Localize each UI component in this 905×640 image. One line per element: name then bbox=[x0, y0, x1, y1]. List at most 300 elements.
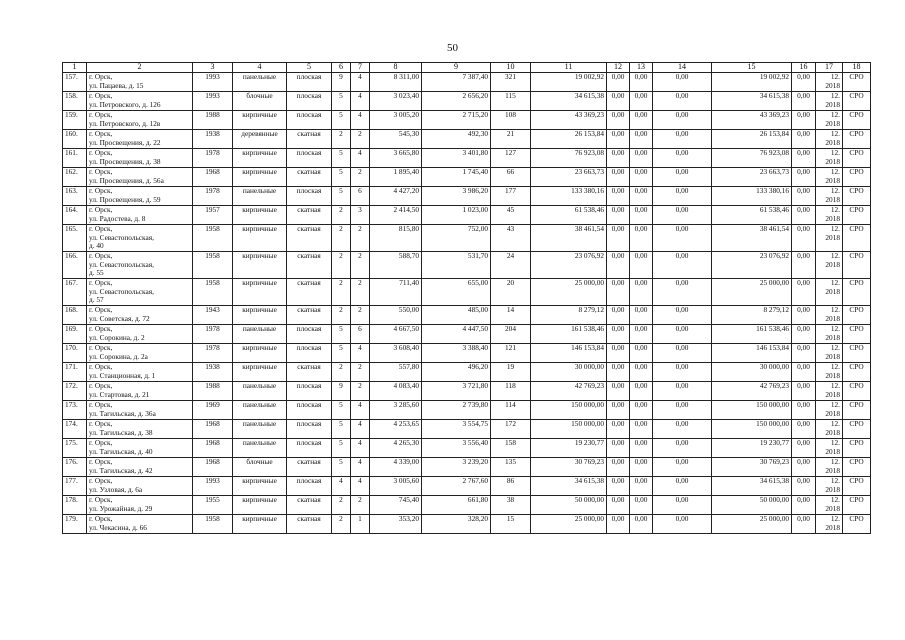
cost-col-15-cell: 19 002,92 bbox=[712, 73, 792, 92]
roof-type-cell: плоская bbox=[287, 187, 332, 206]
entrances-cell: 6 bbox=[351, 325, 370, 344]
floors-cell: 2 bbox=[332, 130, 351, 149]
address-line: ул. Узловая, д. 6а bbox=[89, 484, 143, 494]
row-number-cell: 160. bbox=[63, 130, 87, 149]
cost-col-16-cell: 0,00 bbox=[792, 92, 816, 111]
cost-col-13-cell: 0,00 bbox=[630, 363, 653, 382]
cost-col-12-cell: 0,00 bbox=[607, 306, 630, 325]
column-number-1: 1 bbox=[63, 63, 87, 73]
cost-col-15-cell: 30 769,23 bbox=[712, 458, 792, 477]
cost-col-15-cell: 146 153,84 bbox=[712, 344, 792, 363]
cost-col-13-cell: 0,00 bbox=[630, 306, 653, 325]
cost-col-13-cell: 0,00 bbox=[630, 92, 653, 111]
living-area-cell: 7 387,40 bbox=[422, 73, 491, 92]
cost-col-14-cell: 0,00 bbox=[653, 325, 712, 344]
column-number-row bbox=[63, 63, 871, 73]
column-number-11: 11 bbox=[531, 63, 607, 73]
entrances-cell: 4 bbox=[351, 73, 370, 92]
completion-date-cell bbox=[816, 206, 843, 225]
year-built-cell: 1968 bbox=[193, 420, 233, 439]
cost-col-15-cell: 25 000,00 bbox=[712, 515, 792, 534]
column-number-7: 7 bbox=[351, 63, 370, 73]
funding-source-cell: СРО bbox=[843, 344, 871, 363]
floors-cell: 5 bbox=[332, 401, 351, 420]
cost-col-12-cell: 0,00 bbox=[607, 92, 630, 111]
living-area-cell: 3 388,40 bbox=[422, 344, 491, 363]
funding-source-cell: СРО bbox=[843, 279, 871, 306]
cost-col-13-cell: 0,00 bbox=[630, 130, 653, 149]
residents-cell: 66 bbox=[491, 168, 531, 187]
address-line: ул. Тагильская, д. 36а bbox=[89, 408, 156, 418]
address-line: г. Орск, bbox=[89, 305, 113, 314]
completion-date-line: 12. bbox=[830, 476, 840, 485]
address-cell bbox=[87, 458, 193, 477]
cost-col-14-cell: 0,00 bbox=[653, 515, 712, 534]
wall-material-cell: кирпичные bbox=[233, 168, 287, 187]
cost-col-12-cell: 0,00 bbox=[607, 73, 630, 92]
cost-col-15-cell: 23 076,92 bbox=[712, 252, 792, 279]
address-cell bbox=[87, 477, 193, 496]
completion-date-cell bbox=[816, 439, 843, 458]
living-area-cell: 485,00 bbox=[422, 306, 491, 325]
total-area-cell: 4 253,65 bbox=[370, 420, 422, 439]
address-line: ул. Пацаева, д. 15 bbox=[89, 80, 144, 90]
wall-material-cell: панельные bbox=[233, 325, 287, 344]
completion-date-cell bbox=[816, 363, 843, 382]
address-line: г. Орск, bbox=[89, 362, 113, 371]
completion-date-line: 12. bbox=[830, 186, 840, 195]
address-line: г. Орск, bbox=[89, 72, 113, 81]
address-line: ул. Севастопольская, bbox=[89, 286, 154, 296]
living-area-cell: 2 656,20 bbox=[422, 92, 491, 111]
table-row bbox=[63, 420, 871, 439]
total-cost-cell: 25 000,00 bbox=[531, 279, 607, 306]
total-area-cell: 711,40 bbox=[370, 279, 422, 306]
entrances-cell: 2 bbox=[351, 279, 370, 306]
address-cell bbox=[87, 344, 193, 363]
cost-col-14-cell: 0,00 bbox=[653, 130, 712, 149]
residents-cell: 121 bbox=[491, 344, 531, 363]
column-number-8: 8 bbox=[370, 63, 422, 73]
total-cost-cell: 30 000,00 bbox=[531, 363, 607, 382]
address-line: ул. Петровского, д. 126 bbox=[89, 99, 161, 109]
cost-col-12-cell: 0,00 bbox=[607, 225, 630, 252]
completion-date-line: 2018 bbox=[825, 465, 840, 475]
funding-source-cell: СРО bbox=[843, 306, 871, 325]
floors-cell: 5 bbox=[332, 439, 351, 458]
floors-cell: 5 bbox=[332, 458, 351, 477]
cost-col-12-cell: 0,00 bbox=[607, 515, 630, 534]
total-cost-cell: 43 369,23 bbox=[531, 111, 607, 130]
entrances-cell: 4 bbox=[351, 149, 370, 168]
total-area-cell: 588,70 bbox=[370, 252, 422, 279]
cost-col-16-cell: 0,00 bbox=[792, 439, 816, 458]
completion-date-line: 12. bbox=[830, 278, 840, 287]
wall-material-cell: панельные bbox=[233, 187, 287, 206]
funding-source-cell: СРО bbox=[843, 187, 871, 206]
cost-col-13-cell: 0,00 bbox=[630, 458, 653, 477]
total-area-cell: 3 005,20 bbox=[370, 111, 422, 130]
funding-source-cell: СРО bbox=[843, 325, 871, 344]
completion-date-line: 2018 bbox=[825, 427, 840, 437]
living-area-cell: 328,20 bbox=[422, 515, 491, 534]
table-row bbox=[63, 187, 871, 206]
wall-material-cell: кирпичные bbox=[233, 252, 287, 279]
table-row bbox=[63, 111, 871, 130]
residents-cell: 114 bbox=[491, 401, 531, 420]
address-line: г. Орск, bbox=[89, 278, 113, 287]
address-cell bbox=[87, 111, 193, 130]
funding-source-cell: СРО bbox=[843, 420, 871, 439]
table-row bbox=[63, 401, 871, 420]
roof-type-cell: плоская bbox=[287, 477, 332, 496]
total-cost-cell: 19 002,92 bbox=[531, 73, 607, 92]
cost-col-14-cell: 0,00 bbox=[653, 149, 712, 168]
cost-col-15-cell: 50 000,00 bbox=[712, 496, 792, 515]
year-built-cell: 1968 bbox=[193, 168, 233, 187]
wall-material-cell: кирпичные bbox=[233, 279, 287, 306]
wall-material-cell: кирпичные bbox=[233, 225, 287, 252]
column-number-17: 17 bbox=[816, 63, 843, 73]
floors-cell: 5 bbox=[332, 149, 351, 168]
address-line: г. Орск, bbox=[89, 324, 113, 333]
cost-col-14-cell: 0,00 bbox=[653, 477, 712, 496]
total-area-cell: 1 895,40 bbox=[370, 168, 422, 187]
cost-col-12-cell: 0,00 bbox=[607, 149, 630, 168]
address-line: д. 57 bbox=[89, 295, 104, 305]
wall-material-cell: кирпичные bbox=[233, 363, 287, 382]
total-cost-cell: 150 000,00 bbox=[531, 420, 607, 439]
column-number-10: 10 bbox=[491, 63, 531, 73]
table-row bbox=[63, 149, 871, 168]
address-line: г. Орск, bbox=[89, 343, 113, 352]
completion-date-line: 2018 bbox=[825, 370, 840, 380]
year-built-cell: 1988 bbox=[193, 382, 233, 401]
completion-date-line: 12. bbox=[830, 251, 840, 260]
cost-col-12-cell: 0,00 bbox=[607, 477, 630, 496]
total-area-cell: 545,30 bbox=[370, 130, 422, 149]
funding-source-cell: СРО bbox=[843, 130, 871, 149]
completion-date-line: 2018 bbox=[825, 118, 840, 128]
cost-col-16-cell: 0,00 bbox=[792, 496, 816, 515]
completion-date-line: 12. bbox=[830, 495, 840, 504]
table-row bbox=[63, 252, 871, 279]
address-line: г. Орск, bbox=[89, 224, 113, 233]
living-area-cell: 492,30 bbox=[422, 130, 491, 149]
cost-col-13-cell: 0,00 bbox=[630, 515, 653, 534]
completion-date-line: 2018 bbox=[825, 194, 840, 204]
cost-col-16-cell: 0,00 bbox=[792, 206, 816, 225]
completion-date-line: 12. bbox=[830, 438, 840, 447]
cost-col-14-cell: 0,00 bbox=[653, 439, 712, 458]
completion-date-line: 12. bbox=[830, 72, 840, 81]
living-area-cell: 2 715,20 bbox=[422, 111, 491, 130]
completion-date-line: 2018 bbox=[825, 503, 840, 513]
residents-cell: 15 bbox=[491, 515, 531, 534]
completion-date-cell bbox=[816, 306, 843, 325]
year-built-cell: 1958 bbox=[193, 515, 233, 534]
cost-col-13-cell: 0,00 bbox=[630, 279, 653, 306]
column-number-5: 5 bbox=[287, 63, 332, 73]
residents-cell: 38 bbox=[491, 496, 531, 515]
total-area-cell: 3 608,40 bbox=[370, 344, 422, 363]
cost-col-13-cell: 0,00 bbox=[630, 149, 653, 168]
completion-date-line: 2018 bbox=[825, 313, 840, 323]
table-row bbox=[63, 515, 871, 534]
completion-date-line: 12. bbox=[830, 324, 840, 333]
floors-cell: 2 bbox=[332, 252, 351, 279]
cost-col-16-cell: 0,00 bbox=[792, 252, 816, 279]
address-line: г. Орск, bbox=[89, 205, 113, 214]
table-row bbox=[63, 206, 871, 225]
address-line: д. 55 bbox=[89, 268, 104, 278]
cost-col-14-cell: 0,00 bbox=[653, 252, 712, 279]
address-cell bbox=[87, 325, 193, 344]
floors-cell: 5 bbox=[332, 420, 351, 439]
address-cell bbox=[87, 382, 193, 401]
cost-col-12-cell: 0,00 bbox=[607, 168, 630, 187]
year-built-cell: 1943 bbox=[193, 306, 233, 325]
entrances-cell: 2 bbox=[351, 168, 370, 187]
total-cost-cell: 150 000,00 bbox=[531, 401, 607, 420]
roof-type-cell: скатная bbox=[287, 306, 332, 325]
total-area-cell: 353,20 bbox=[370, 515, 422, 534]
year-built-cell: 1968 bbox=[193, 458, 233, 477]
residents-cell: 172 bbox=[491, 420, 531, 439]
total-area-cell: 550,00 bbox=[370, 306, 422, 325]
housing-register-table bbox=[62, 62, 871, 534]
address-line: г. Орск, bbox=[89, 476, 113, 485]
address-line: ул. Просвещения, д. 22 bbox=[89, 137, 161, 147]
completion-date-cell bbox=[816, 344, 843, 363]
year-built-cell: 1969 bbox=[193, 401, 233, 420]
living-area-cell: 661,80 bbox=[422, 496, 491, 515]
living-area-cell: 2 767,60 bbox=[422, 477, 491, 496]
cost-col-15-cell: 150 000,00 bbox=[712, 401, 792, 420]
table-row bbox=[63, 92, 871, 111]
cost-col-15-cell: 23 663,73 bbox=[712, 168, 792, 187]
year-built-cell: 1978 bbox=[193, 187, 233, 206]
roof-type-cell: плоская bbox=[287, 420, 332, 439]
entrances-cell: 4 bbox=[351, 401, 370, 420]
column-number-18: 18 bbox=[843, 63, 871, 73]
address-line: ул. Стартовая, д. 21 bbox=[89, 389, 150, 399]
completion-date-line: 2018 bbox=[825, 351, 840, 361]
column-number-9: 9 bbox=[422, 63, 491, 73]
floors-cell: 2 bbox=[332, 363, 351, 382]
floors-cell: 2 bbox=[332, 206, 351, 225]
row-number-cell: 166. bbox=[63, 252, 87, 279]
roof-type-cell: скатная bbox=[287, 252, 332, 279]
floors-cell: 9 bbox=[332, 382, 351, 401]
total-area-cell: 4 427,20 bbox=[370, 187, 422, 206]
address-line: ул. Советская, д. 72 bbox=[89, 313, 150, 323]
year-built-cell: 1938 bbox=[193, 130, 233, 149]
funding-source-cell: СРО bbox=[843, 168, 871, 187]
address-line: г. Орск, bbox=[89, 167, 113, 176]
total-area-cell: 2 414,50 bbox=[370, 206, 422, 225]
entrances-cell: 2 bbox=[351, 130, 370, 149]
residents-cell: 204 bbox=[491, 325, 531, 344]
completion-date-line: 2018 bbox=[825, 446, 840, 456]
completion-date-line: 12. bbox=[830, 419, 840, 428]
wall-material-cell: кирпичные bbox=[233, 206, 287, 225]
address-cell bbox=[87, 149, 193, 168]
living-area-cell: 655,00 bbox=[422, 279, 491, 306]
floors-cell: 2 bbox=[332, 515, 351, 534]
cost-col-16-cell: 0,00 bbox=[792, 344, 816, 363]
address-cell bbox=[87, 279, 193, 306]
completion-date-cell bbox=[816, 477, 843, 496]
cost-col-12-cell: 0,00 bbox=[607, 325, 630, 344]
row-number-cell: 175. bbox=[63, 439, 87, 458]
funding-source-cell: СРО bbox=[843, 149, 871, 168]
entrances-cell: 1 bbox=[351, 515, 370, 534]
completion-date-line: 2018 bbox=[825, 213, 840, 223]
completion-date-line: 12. bbox=[830, 400, 840, 409]
cost-col-12-cell: 0,00 bbox=[607, 458, 630, 477]
entrances-cell: 2 bbox=[351, 363, 370, 382]
entrances-cell: 4 bbox=[351, 439, 370, 458]
table-row bbox=[63, 439, 871, 458]
cost-col-16-cell: 0,00 bbox=[792, 187, 816, 206]
cost-col-15-cell: 26 153,84 bbox=[712, 130, 792, 149]
living-area-cell: 3 556,40 bbox=[422, 439, 491, 458]
living-area-cell: 3 986,20 bbox=[422, 187, 491, 206]
completion-date-cell bbox=[816, 130, 843, 149]
row-number-cell: 176. bbox=[63, 458, 87, 477]
total-area-cell: 3 665,80 bbox=[370, 149, 422, 168]
total-cost-cell: 161 538,46 bbox=[531, 325, 607, 344]
address-line: ул. Урожайная, д. 29 bbox=[89, 503, 153, 513]
completion-date-line: 2018 bbox=[825, 332, 840, 342]
entrances-cell: 4 bbox=[351, 458, 370, 477]
column-number-6: 6 bbox=[332, 63, 351, 73]
wall-material-cell: кирпичные bbox=[233, 477, 287, 496]
completion-date-line: 2018 bbox=[825, 408, 840, 418]
roof-type-cell: плоская bbox=[287, 92, 332, 111]
cost-col-13-cell: 0,00 bbox=[630, 206, 653, 225]
completion-date-line: 12. bbox=[830, 457, 840, 466]
wall-material-cell: панельные bbox=[233, 382, 287, 401]
address-line: ул. Станционная, д. 1 bbox=[89, 370, 156, 380]
cost-col-13-cell: 0,00 bbox=[630, 325, 653, 344]
completion-date-cell bbox=[816, 149, 843, 168]
completion-date-cell bbox=[816, 382, 843, 401]
completion-date-line: 12. bbox=[830, 381, 840, 390]
total-cost-cell: 19 230,77 bbox=[531, 439, 607, 458]
floors-cell: 2 bbox=[332, 306, 351, 325]
cost-col-13-cell: 0,00 bbox=[630, 73, 653, 92]
completion-date-cell bbox=[816, 458, 843, 477]
total-area-cell: 3 005,60 bbox=[370, 477, 422, 496]
row-number-cell: 163. bbox=[63, 187, 87, 206]
cost-col-16-cell: 0,00 bbox=[792, 382, 816, 401]
address-cell bbox=[87, 363, 193, 382]
year-built-cell: 1993 bbox=[193, 92, 233, 111]
living-area-cell: 3 239,20 bbox=[422, 458, 491, 477]
address-cell bbox=[87, 187, 193, 206]
row-number-cell: 159. bbox=[63, 111, 87, 130]
roof-type-cell: плоская bbox=[287, 111, 332, 130]
wall-material-cell: кирпичные bbox=[233, 496, 287, 515]
address-line: г. Орск, bbox=[89, 381, 113, 390]
total-cost-cell: 146 153,84 bbox=[531, 344, 607, 363]
total-area-cell: 4 339,00 bbox=[370, 458, 422, 477]
cost-col-15-cell: 25 000,00 bbox=[712, 279, 792, 306]
cost-col-14-cell: 0,00 bbox=[653, 306, 712, 325]
cost-col-16-cell: 0,00 bbox=[792, 225, 816, 252]
completion-date-line: 2018 bbox=[825, 80, 840, 90]
address-cell bbox=[87, 92, 193, 111]
cost-col-14-cell: 0,00 bbox=[653, 73, 712, 92]
residents-cell: 158 bbox=[491, 439, 531, 458]
address-line: г. Орск, bbox=[89, 148, 113, 157]
row-number-cell: 178. bbox=[63, 496, 87, 515]
address-line: ул. Петровского, д. 12в bbox=[89, 118, 161, 128]
cost-col-13-cell: 0,00 bbox=[630, 168, 653, 187]
cost-col-12-cell: 0,00 bbox=[607, 439, 630, 458]
cost-col-16-cell: 0,00 bbox=[792, 111, 816, 130]
cost-col-13-cell: 0,00 bbox=[630, 496, 653, 515]
funding-source-cell: СРО bbox=[843, 439, 871, 458]
living-area-cell: 496,20 bbox=[422, 363, 491, 382]
entrances-cell: 4 bbox=[351, 477, 370, 496]
address-line: ул. Просвещения, д. 56а bbox=[89, 175, 164, 185]
cost-col-15-cell: 76 923,08 bbox=[712, 149, 792, 168]
cost-col-16-cell: 0,00 bbox=[792, 73, 816, 92]
cost-col-16-cell: 0,00 bbox=[792, 458, 816, 477]
funding-source-cell: СРО bbox=[843, 496, 871, 515]
cost-col-15-cell: 34 615,38 bbox=[712, 477, 792, 496]
floors-cell: 4 bbox=[332, 477, 351, 496]
row-number-cell: 179. bbox=[63, 515, 87, 534]
completion-date-line: 12. bbox=[830, 148, 840, 157]
completion-date-line: 2018 bbox=[825, 156, 840, 166]
completion-date-line: 12. bbox=[830, 91, 840, 100]
table-row bbox=[63, 73, 871, 92]
cost-col-16-cell: 0,00 bbox=[792, 130, 816, 149]
year-built-cell: 1957 bbox=[193, 206, 233, 225]
completion-date-cell bbox=[816, 111, 843, 130]
residents-cell: 43 bbox=[491, 225, 531, 252]
cost-col-16-cell: 0,00 bbox=[792, 363, 816, 382]
cost-col-15-cell: 8 279,12 bbox=[712, 306, 792, 325]
completion-date-line: 2018 bbox=[825, 137, 840, 147]
wall-material-cell: кирпичные bbox=[233, 111, 287, 130]
address-line: д. 40 bbox=[89, 241, 104, 251]
cost-col-13-cell: 0,00 bbox=[630, 111, 653, 130]
cost-col-13-cell: 0,00 bbox=[630, 252, 653, 279]
column-number-13: 13 bbox=[630, 63, 653, 73]
address-cell bbox=[87, 439, 193, 458]
address-line: г. Орск, bbox=[89, 251, 113, 260]
cost-col-14-cell: 0,00 bbox=[653, 206, 712, 225]
row-number-cell: 171. bbox=[63, 363, 87, 382]
row-number-cell: 162. bbox=[63, 168, 87, 187]
address-line: ул. Тагильская, д. 38 bbox=[89, 427, 153, 437]
residents-cell: 24 bbox=[491, 252, 531, 279]
address-line: ул. Севастопольская, bbox=[89, 232, 154, 242]
wall-material-cell: панельные bbox=[233, 73, 287, 92]
total-area-cell: 557,80 bbox=[370, 363, 422, 382]
table-row bbox=[63, 168, 871, 187]
cost-col-12-cell: 0,00 bbox=[607, 279, 630, 306]
entrances-cell: 4 bbox=[351, 111, 370, 130]
wall-material-cell: деревянные bbox=[233, 130, 287, 149]
column-number-14: 14 bbox=[653, 63, 712, 73]
wall-material-cell: кирпичные bbox=[233, 306, 287, 325]
